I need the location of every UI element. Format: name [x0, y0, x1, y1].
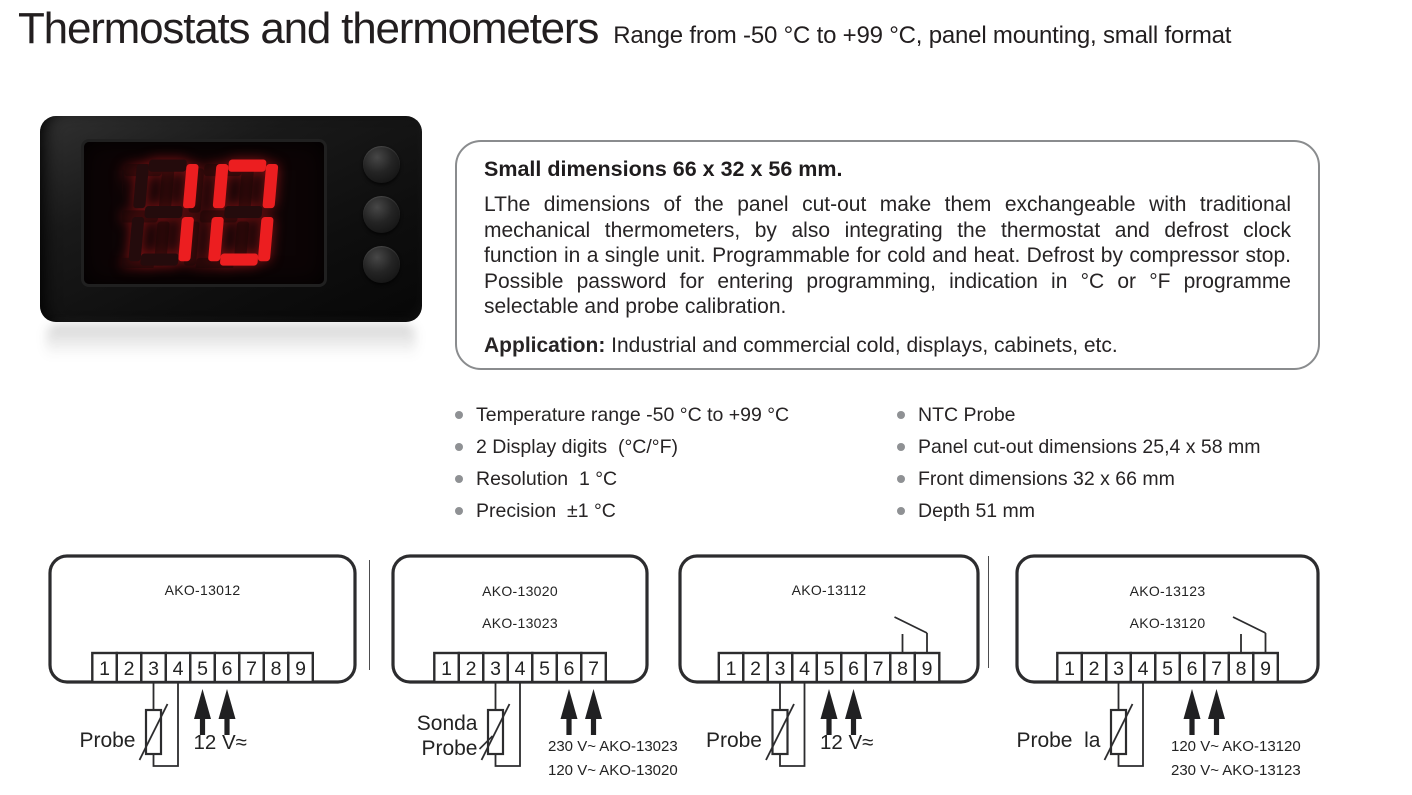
terminal-number: 5: [197, 658, 208, 680]
bullet-icon: [455, 507, 463, 515]
probe-label: Probe: [79, 729, 136, 752]
bullet-icon: [455, 443, 463, 451]
diagram-svg: [674, 550, 1004, 790]
info-heading: Small dimensions 66 x 32 x 56 mm.: [484, 157, 843, 181]
feature-text: Resolution 1 °C: [476, 467, 618, 490]
bullet-icon: [897, 475, 905, 483]
bullet-icon: [897, 411, 905, 419]
product-photo: [40, 116, 422, 322]
diagram-svg: [387, 550, 687, 790]
power-arrow: [561, 689, 578, 735]
power-arrow: [1184, 689, 1201, 735]
feature-text: 2 Display digits (°C/°F): [476, 435, 678, 458]
terminal-number: 8: [897, 658, 908, 680]
power-arrow: [194, 689, 211, 735]
wiring-diagram-ako-13112: [674, 550, 1004, 795]
device-buttons: [363, 146, 400, 283]
terminal-number: 3: [774, 658, 786, 680]
thermostat-device: [40, 116, 422, 322]
feature-text: Front dimensions 32 x 66 mm: [918, 467, 1175, 490]
terminal-number: 7: [1211, 658, 1222, 680]
diagram-separator: [988, 556, 989, 668]
device-display: [84, 142, 324, 284]
feature-item: [455, 399, 789, 431]
terminal-number: 5: [539, 658, 550, 680]
probe-label: Probe: [421, 737, 478, 760]
terminal-number: 1: [725, 658, 737, 680]
terminal-number: 4: [1137, 658, 1149, 680]
feature-text: Depth 51 mm: [918, 499, 1036, 522]
power-arrow: [585, 689, 602, 735]
info-body: LThe dimensions of the panel cut-out make them exchangeable with traditional mechanical thermometers, by also integrating the thermostat and defrost clock function in a single unit. Programmable for cold and heat. Defrost by compressor stop. Possible password for entering programming, indication in °C or °F programme selectable and probe calibration.: [484, 193, 1291, 318]
page-subtitle: Range from -50 °C to +99 °C, panel mounting, small format: [613, 22, 1232, 49]
power-label: 120 V~ AKO-13120: [1171, 738, 1301, 755]
power-label: 230 V~ AKO-13123: [1171, 762, 1301, 779]
terminal-number: 8: [270, 658, 282, 680]
application-line: [484, 333, 1291, 359]
diagram-svg: [1011, 550, 1341, 790]
feature-item: [897, 495, 1261, 527]
device-reflection: [46, 324, 416, 368]
features-column-right: [897, 399, 1261, 527]
page-title: Thermostats and thermometers: [18, 4, 599, 53]
terminal-number: 2: [750, 658, 761, 680]
terminal-number: 1: [441, 658, 452, 680]
terminal-number: 1: [1064, 658, 1075, 680]
feature-item: [455, 463, 789, 495]
terminal-number: 4: [172, 658, 184, 680]
power-label: 230 V~ AKO-13023: [548, 738, 678, 755]
terminal-number: 3: [1113, 658, 1124, 680]
terminal-number: 8: [1235, 658, 1247, 680]
terminal-number: 3: [148, 658, 159, 680]
page-header: [18, 4, 1231, 54]
terminal-number: 9: [295, 658, 306, 680]
features-section: [455, 399, 1385, 534]
application-label: Application:: [484, 333, 606, 357]
terminal-number: 6: [221, 658, 233, 680]
terminal-number: 2: [1088, 658, 1100, 680]
power-label: 120 V~ AKO-13020: [548, 762, 678, 779]
terminal-number: 4: [799, 658, 810, 680]
feature-item: [455, 431, 789, 463]
device-button-down: [363, 246, 400, 283]
feature-text: NTC Probe: [918, 403, 1016, 426]
feature-text: Temperature range -50 °C to +99 °C: [476, 403, 790, 426]
feature-item: [897, 399, 1261, 431]
terminal-number: 7: [588, 658, 599, 680]
power-arrow: [219, 689, 236, 735]
terminal-number: 6: [1186, 658, 1198, 680]
wiring-diagrams: [0, 550, 1412, 790]
terminal-number: 7: [872, 658, 884, 680]
model-label: AKO-13123: [1129, 583, 1206, 599]
probe-label: Sonda: [416, 712, 478, 735]
feature-text: Precision ±1 °C: [476, 499, 616, 522]
model-label: AKO-13120: [1129, 615, 1206, 631]
features-column-left: [455, 399, 789, 527]
wiring-diagram-ako-13012: [44, 550, 379, 795]
terminal-number: 1: [99, 658, 110, 680]
probe-label: Probe: [705, 729, 762, 752]
model-label: AKO-13112: [791, 582, 867, 598]
feature-item: [897, 463, 1261, 495]
wiring-diagram-ako-13123-13120: [1011, 550, 1341, 795]
feature-text: Panel cut-out dimensions 25,4 x 58 mm: [918, 435, 1261, 458]
terminal-number: 2: [465, 658, 477, 680]
bullet-icon: [455, 475, 463, 483]
feature-item: [897, 431, 1261, 463]
info-box: [455, 140, 1320, 370]
bullet-icon: [897, 507, 905, 515]
terminal-number: 4: [514, 658, 526, 680]
power-arrow: [845, 689, 862, 735]
terminal-number: 6: [563, 658, 575, 680]
diagram-svg: [44, 550, 379, 790]
device-button-up: [363, 146, 400, 183]
model-label: AKO-13020: [482, 583, 558, 599]
terminal-number: 2: [123, 658, 135, 680]
bullet-icon: [897, 443, 905, 451]
device-button-set: [363, 196, 400, 233]
application-text: Industrial and commercial cold, displays, cabinets, etc.: [605, 333, 1118, 357]
terminal-number: 9: [921, 658, 933, 680]
power-arrow: [1208, 689, 1225, 735]
model-label: AKO-13012: [164, 582, 241, 598]
power-arrow: [821, 689, 838, 735]
terminal-number: 6: [848, 658, 859, 680]
wiring-diagram-ako-13020-13023: [387, 550, 687, 795]
model-label: AKO-13023: [482, 615, 558, 631]
terminal-number: 7: [246, 658, 257, 680]
power-label: 12 V≈: [820, 731, 874, 754]
probe-label: Probe la: [1016, 729, 1101, 752]
terminal-number: 5: [1162, 658, 1173, 680]
seven-segment-display: [122, 155, 290, 268]
diagram-separator: [369, 560, 370, 670]
power-label: 12 V≈: [193, 731, 247, 754]
terminal-number: 3: [490, 658, 501, 680]
terminal-number: 5: [823, 658, 835, 680]
terminal-number: 9: [1260, 658, 1271, 680]
feature-item: [455, 495, 789, 527]
bullet-icon: [455, 411, 463, 419]
